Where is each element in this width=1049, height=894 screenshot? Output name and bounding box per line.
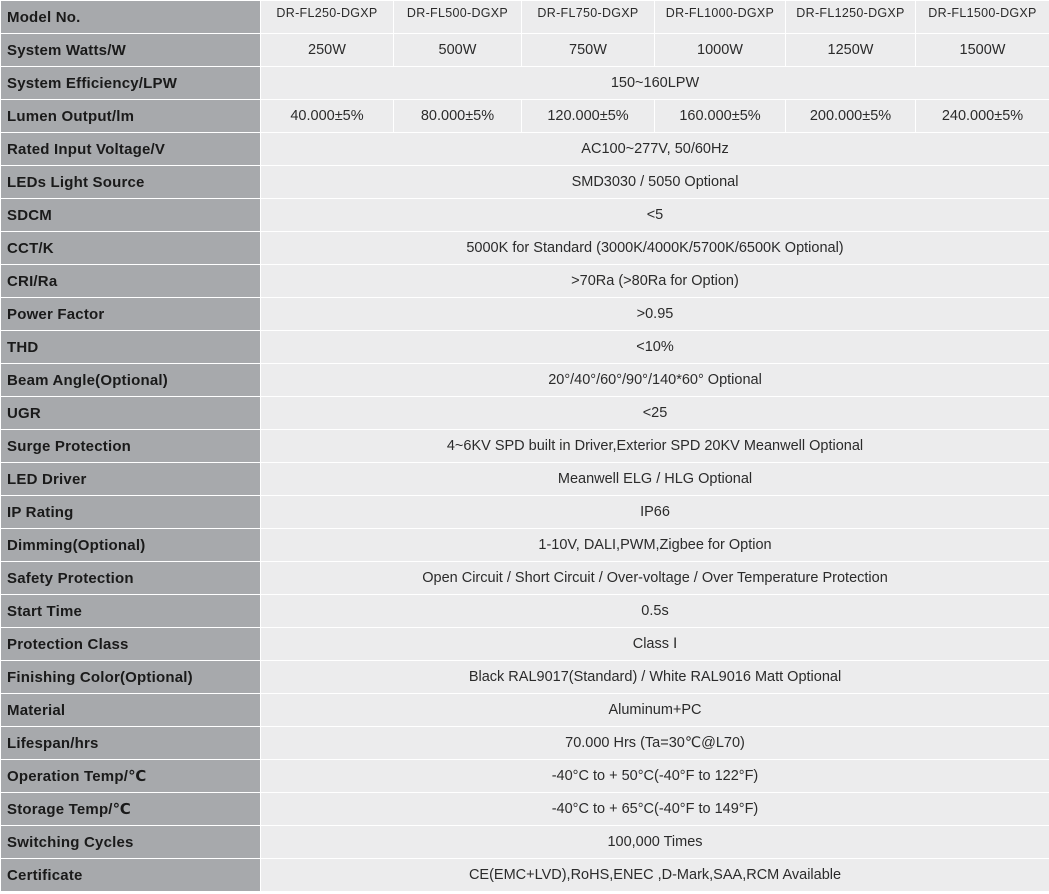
row-label: LED Driver <box>1 463 261 496</box>
spec-value: 200.000±5% <box>786 100 916 133</box>
shared-spec-rows <box>1 133 1049 892</box>
spec-value: 250W <box>261 34 394 67</box>
row-label: Model No. <box>1 1 261 34</box>
spec-value: 80.000±5% <box>394 100 522 133</box>
spec-row <box>1 166 1049 199</box>
row-label: THD <box>1 331 261 364</box>
lumen-output-row <box>1 100 1049 133</box>
model-name: DR-FL1000-DGXP <box>655 1 786 34</box>
spec-row <box>1 232 1049 265</box>
row-label: Lumen Output/lm <box>1 100 261 133</box>
spec-row <box>1 430 1049 463</box>
row-label: IP Rating <box>1 496 261 529</box>
spec-row <box>1 496 1049 529</box>
spec-value: Meanwell ELG / HLG Optional <box>261 463 1049 496</box>
row-label: Safety Protection <box>1 562 261 595</box>
row-label: Switching Cycles <box>1 826 261 859</box>
spec-row <box>1 826 1049 859</box>
spec-row <box>1 727 1049 760</box>
spec-value: 160.000±5% <box>655 100 786 133</box>
model-name: DR-FL500-DGXP <box>394 1 522 34</box>
spec-value: 100,000 Times <box>261 826 1049 859</box>
spec-row <box>1 760 1049 793</box>
model-row <box>1 1 1049 34</box>
spec-value: Aluminum+PC <box>261 694 1049 727</box>
spec-row <box>1 397 1049 430</box>
spec-value: SMD3030 / 5050 Optional <box>261 166 1049 199</box>
spec-value: CE(EMC+LVD),RoHS,ENEC ,D-Mark,SAA,RCM Available <box>261 859 1049 892</box>
row-label: SDCM <box>1 199 261 232</box>
spec-value: -40°C to + 65°C(-40°F to 149°F) <box>261 793 1049 826</box>
spec-value: -40°C to + 50°C(-40°F to 122°F) <box>261 760 1049 793</box>
spec-row <box>1 265 1049 298</box>
row-label: Rated Input Voltage/V <box>1 133 261 166</box>
spec-row <box>1 331 1049 364</box>
row-label: Certificate <box>1 859 261 892</box>
spec-value: 240.000±5% <box>916 100 1049 133</box>
spec-row <box>1 793 1049 826</box>
row-label: Power Factor <box>1 298 261 331</box>
spec-row <box>1 364 1049 397</box>
spec-row <box>1 133 1049 166</box>
spec-value: <5 <box>261 199 1049 232</box>
row-label: Dimming(Optional) <box>1 529 261 562</box>
row-label: Protection Class <box>1 628 261 661</box>
spec-value: 1-10V, DALI,PWM,Zigbee for Option <box>261 529 1049 562</box>
spec-row <box>1 661 1049 694</box>
spec-value: Black RAL9017(Standard) / White RAL9016 Matt Optional <box>261 661 1049 694</box>
row-label: Storage Temp/℃ <box>1 793 261 826</box>
spec-row <box>1 199 1049 232</box>
spec-value: 4~6KV SPD built in Driver,Exterior SPD 20KV Meanwell Optional <box>261 430 1049 463</box>
spec-value: 150~160LPW <box>261 67 1049 100</box>
spec-value: Open Circuit / Short Circuit / Over-voltage / Over Temperature Protection <box>261 562 1049 595</box>
row-label: CCT/K <box>1 232 261 265</box>
spec-value: 750W <box>522 34 655 67</box>
spec-value: 5000K for Standard (3000K/4000K/5700K/6500K Optional) <box>261 232 1049 265</box>
spec-value: 1000W <box>655 34 786 67</box>
model-name: DR-FL1500-DGXP <box>916 1 1049 34</box>
spec-value: <10% <box>261 331 1049 364</box>
spec-row <box>1 694 1049 727</box>
spec-value: 500W <box>394 34 522 67</box>
spec-row <box>1 463 1049 496</box>
row-label: CRI/Ra <box>1 265 261 298</box>
spec-value: Class Ⅰ <box>261 628 1049 661</box>
model-name: DR-FL250-DGXP <box>261 1 394 34</box>
row-label: LEDs Light Source <box>1 166 261 199</box>
row-label: Lifespan/hrs <box>1 727 261 760</box>
spec-value: >70Ra (>80Ra for Option) <box>261 265 1049 298</box>
spec-value: <25 <box>261 397 1049 430</box>
spec-value: 1250W <box>786 34 916 67</box>
spec-row <box>1 562 1049 595</box>
spec-row <box>1 298 1049 331</box>
spec-value: IP66 <box>261 496 1049 529</box>
system-efficiency-row <box>1 67 1049 100</box>
spec-value: 70.000 Hrs (Ta=30℃@L70) <box>261 727 1049 760</box>
spec-value: 120.000±5% <box>522 100 655 133</box>
row-label: System Efficiency/LPW <box>1 67 261 100</box>
row-label: Surge Protection <box>1 430 261 463</box>
spec-row <box>1 595 1049 628</box>
spec-value: 1500W <box>916 34 1049 67</box>
row-label: Operation Temp/℃ <box>1 760 261 793</box>
row-label: System Watts/W <box>1 34 261 67</box>
spec-row <box>1 529 1049 562</box>
spec-value: >0.95 <box>261 298 1049 331</box>
model-name: DR-FL750-DGXP <box>522 1 655 34</box>
system-watts-row <box>1 34 1049 67</box>
spec-value: 40.000±5% <box>261 100 394 133</box>
spec-row <box>1 628 1049 661</box>
spec-value: 20°/40°/60°/90°/140*60° Optional <box>261 364 1049 397</box>
model-name: DR-FL1250-DGXP <box>786 1 916 34</box>
spec-value: AC100~277V, 50/60Hz <box>261 133 1049 166</box>
row-label: Start Time <box>1 595 261 628</box>
row-label: Finishing Color(Optional) <box>1 661 261 694</box>
row-label: Material <box>1 694 261 727</box>
spec-row <box>1 859 1049 892</box>
row-label: UGR <box>1 397 261 430</box>
spec-value: 0.5s <box>261 595 1049 628</box>
row-label: Beam Angle(Optional) <box>1 364 261 397</box>
